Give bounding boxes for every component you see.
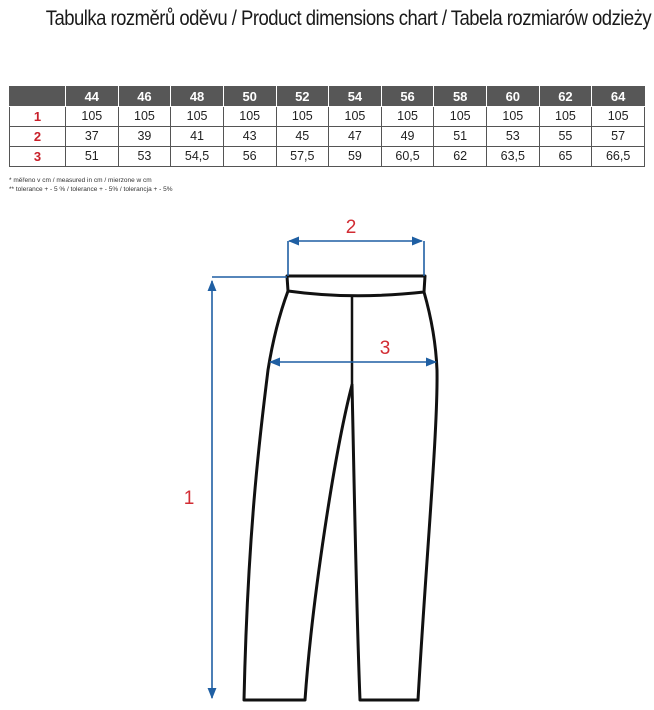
table-cell: 59: [329, 147, 382, 167]
size-header-56: 56: [381, 87, 434, 107]
size-header-60: 60: [487, 87, 540, 107]
table-cell: 105: [171, 107, 224, 127]
page-title: Tabulka rozměrů oděvu / Product dimensions chart / Tabela rozmiarów odzieży: [45, 6, 652, 30]
table-cell: 105: [487, 107, 540, 127]
table-cell: 105: [592, 107, 645, 127]
row-label: 1: [10, 107, 66, 127]
size-header-64: 64: [592, 87, 645, 107]
table-cell: 49: [381, 127, 434, 147]
table-cell: 105: [329, 107, 382, 127]
table-cell: 62: [434, 147, 487, 167]
table-cell: 55: [539, 127, 592, 147]
size-header-62: 62: [539, 87, 592, 107]
table-cell: 57,5: [276, 147, 329, 167]
table-cell: 51: [66, 147, 119, 167]
table-cell: 105: [539, 107, 592, 127]
trousers-outline: [244, 276, 437, 700]
table-cell: 43: [223, 127, 276, 147]
table-cell: 105: [434, 107, 487, 127]
size-header-46: 46: [118, 87, 171, 107]
note-tolerance: ** tolerance + - 5 % / tolerance + - 5% / tolerancja + - 5%: [9, 186, 173, 193]
table-cell: 37: [66, 127, 119, 147]
table-cell: 60,5: [381, 147, 434, 167]
size-header-48: 48: [171, 87, 224, 107]
size-header-44: 44: [66, 87, 119, 107]
size-header-50: 50: [223, 87, 276, 107]
waist-label: 2: [345, 217, 357, 238]
table-cell: 66,5: [592, 147, 645, 167]
table-cell: 51: [434, 127, 487, 147]
size-header-52: 52: [276, 87, 329, 107]
thigh-label: 3: [379, 338, 391, 359]
table-cell: 53: [487, 127, 540, 147]
table-cell: 57: [592, 127, 645, 147]
table-cell: 105: [118, 107, 171, 127]
row-label: 3: [10, 147, 66, 167]
table-cell: 45: [276, 127, 329, 147]
table-cell: 105: [381, 107, 434, 127]
table-cell: 65: [539, 147, 592, 167]
table-cell: 53: [118, 147, 171, 167]
table-cell: 56: [223, 147, 276, 167]
table-cell: 105: [223, 107, 276, 127]
note-measured: * měřeno v cm / measured in cm / mierzone w cm: [9, 177, 152, 184]
size-header-54: 54: [329, 87, 382, 107]
size-header-58: 58: [434, 87, 487, 107]
table-cell: 105: [276, 107, 329, 127]
table-cell: 47: [329, 127, 382, 147]
table-cell: 39: [118, 127, 171, 147]
table-cell: 41: [171, 127, 224, 147]
row-label: 2: [10, 127, 66, 147]
table-cell: 63,5: [487, 147, 540, 167]
length-label: 1: [183, 488, 195, 509]
table-cell: 105: [66, 107, 119, 127]
table-cell: 54,5: [171, 147, 224, 167]
